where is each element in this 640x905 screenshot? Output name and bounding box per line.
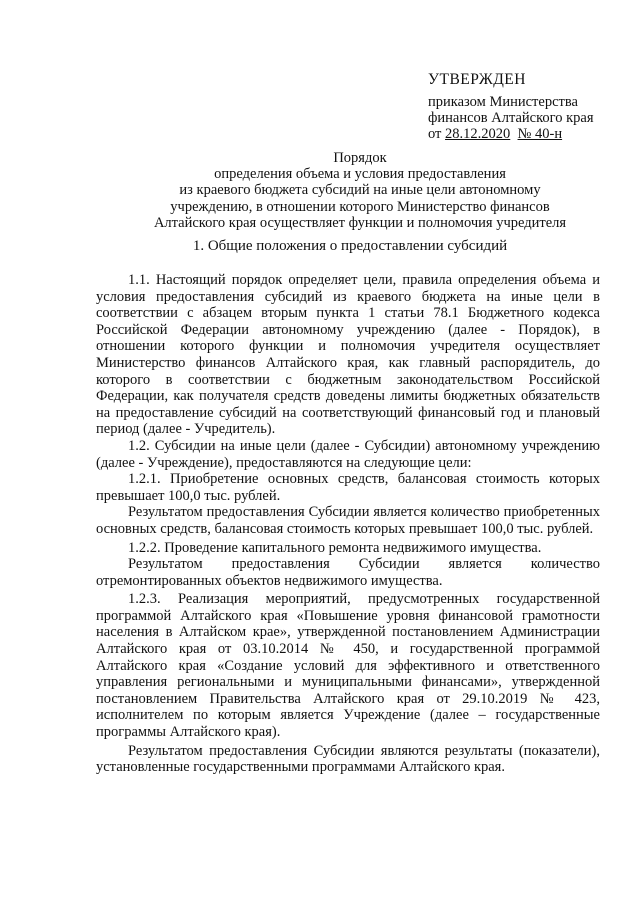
approval-stamp xyxy=(428,72,628,142)
paragraph: 1.2. Субсидии на иные цели (далее - Субсидии) автономному учреждению (далее - Учреждение), предоставляются на следующие цели: xyxy=(96,437,600,471)
approval-date-prefix: от xyxy=(428,126,446,142)
title-line: Алтайского края осуществляет функции и полномочия учредителя xyxy=(153,214,567,231)
approval-heading: УТВЕРЖДЕН xyxy=(428,71,526,88)
approval-line: приказом Министерства xyxy=(428,94,578,110)
title-line: Порядок xyxy=(333,150,387,166)
paragraph: Результатом предоставления Субсидии является количество отремонтированных объектов недвижимого имущества. xyxy=(96,556,600,589)
approval-date: 28.12.2020 xyxy=(445,126,511,142)
approval-line: финансов Алтайского края xyxy=(428,110,594,126)
approval-date-line xyxy=(428,126,628,142)
paragraph: 1.2.3. Реализация мероприятий, предусмотренных государственной программой Алтайского края «Повышение уровня финансовой грамотности населения в Алтайском крае», утвержденной постановлением Администрации Алтайского края от 03.10.2014 № 450, и государственной программой Алтайского края «Создание условий для эффективного и ответственного управления региональными и муниципальными финансами», утвержденной постановлением Правительства Алтайского края от 29.10.2019 № 423, исполнителем по которым является Учреждение (далее – государственные программы Алтайского края). xyxy=(96,591,600,741)
paragraph: 1.2.1. Приобретение основных средств, балансовая стоимость которых превышает 100,0 тыс. рублей. xyxy=(96,471,600,504)
document-body xyxy=(96,272,600,776)
title-line: из краевого бюджета субсидий на иные цели автономному xyxy=(179,182,541,199)
section-heading: 1. Общие положения о предоставлении субсидий xyxy=(192,238,508,254)
paragraph: 1.2.2. Проведение капитального ремонта недвижимого имущества. xyxy=(128,539,542,556)
approval-number: № 40-н xyxy=(517,126,563,142)
paragraph: 1.1. Настоящий порядок определяет цели, правила определения объема и условия предоставления субсидий из краевого бюджета на иные цели в соответствии с абзацем вторым пункта 1 статьи 78.1 Бюджетного кодекса Российской Федерации автономному учреждению (далее - Порядок), в отношении которого функции и полномочия учредителя осуществляет Министерство финансов Алтайского края, как главный распорядитель, до которого в соответствии с бюджетным законодательством Российской Федерации, как получателя средств доведены лимиты бюджетных обязательств на предоставление субсидий на соответствующий финансовый год и плановый период (далее - Учредитель). xyxy=(96,272,600,438)
paragraph: Результатом предоставления Субсидии является количество приобретенных основных средств, балансовая стоимость которых превышает 100,0 тыс. рублей. xyxy=(96,504,600,537)
paragraph: Результатом предоставления Субсидии являются результаты (показатели), установленные государственными программами Алтайского края. xyxy=(96,742,600,776)
document-title xyxy=(110,150,610,231)
title-line: определения объема и условия предоставления xyxy=(214,166,506,183)
title-line: учреждению, в отношении которого Министерство финансов xyxy=(170,198,550,215)
